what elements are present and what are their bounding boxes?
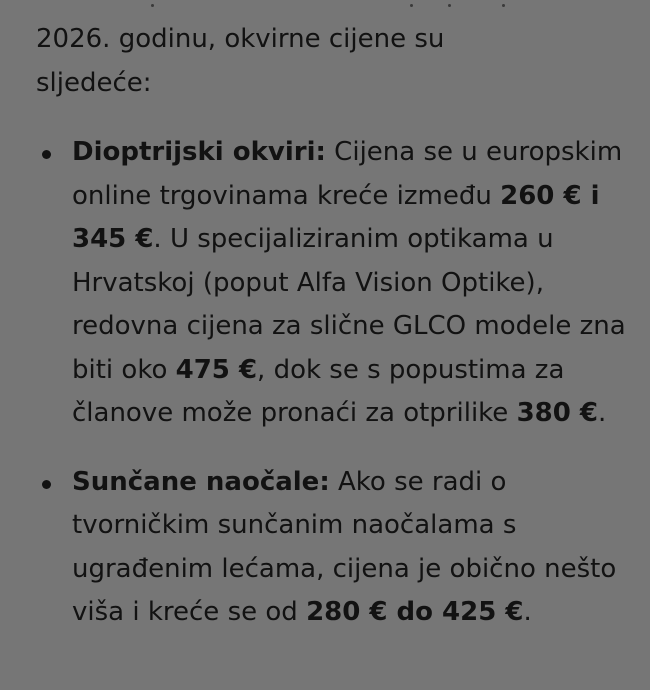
- bullet-icon: [42, 480, 51, 489]
- item-text: , dok se s popustima za članove može pronaći za otprilike: [72, 354, 565, 428]
- item-label: Sunčane naočale:: [72, 466, 330, 497]
- message-content: [36, 18, 636, 660]
- price-range: 280 € do 425 €: [306, 597, 524, 627]
- bullet-icon: [42, 150, 51, 159]
- edge-dot: [151, 4, 154, 7]
- list-item-prescription-frames: [36, 131, 636, 436]
- item-text: Cijena se u europskim online trgovinama kreće između: [72, 137, 623, 211]
- regular-price: 475 €: [175, 354, 258, 385]
- edge-dot: [448, 4, 451, 7]
- edge-dot: [502, 4, 505, 7]
- item-text: .: [597, 398, 607, 428]
- discount-price: 380 €: [516, 398, 598, 428]
- item-text: Ako se radi o tvorničkim sunčanim naočalama s ugrađenim lećama, cijena je obično nešto viša i kreće se od: [72, 466, 617, 627]
- price-range: 260 € i 345 €: [72, 180, 600, 254]
- item-label: Dioptrijski okviri:: [72, 137, 326, 167]
- item-text: .: [523, 597, 532, 627]
- list-item-sunglasses: [36, 461, 636, 635]
- scroll-edge-dots: [0, 4, 650, 8]
- item-text: . U specijaliziranim optikama u Hrvatskoj (poput Alfa Vision Optike), redovna cijena za slične GLCO modele zna biti oko: [72, 224, 626, 385]
- intro-paragraph: 2026. godinu, okvirne cijene su sljedeće:: [36, 24, 445, 98]
- edge-dot: [410, 4, 413, 7]
- price-list: [36, 131, 636, 635]
